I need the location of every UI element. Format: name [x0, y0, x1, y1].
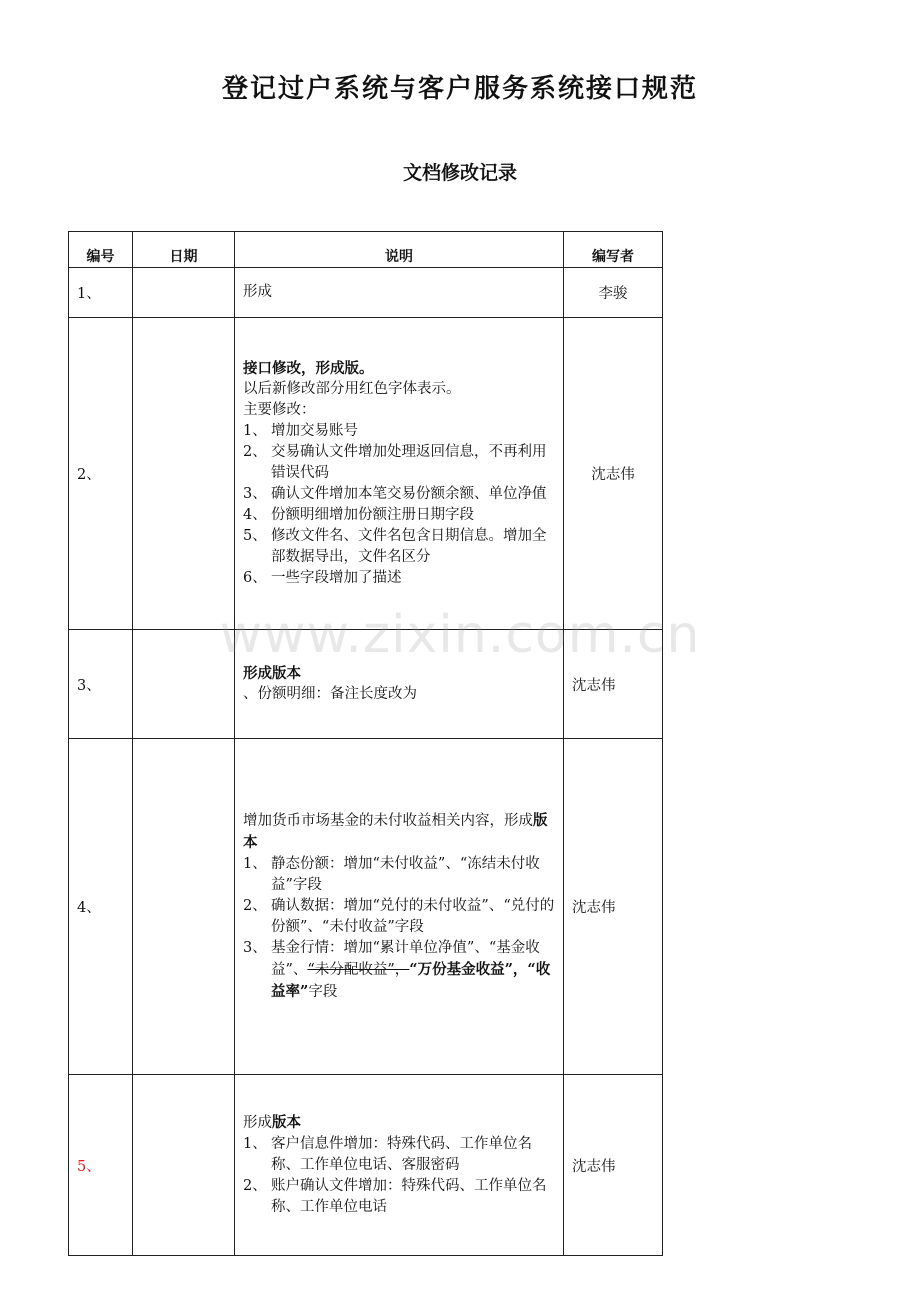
intro-text: 增加货币市场基金的未付收益相关内容，形成 [243, 813, 533, 829]
list-item [243, 1176, 557, 1218]
desc-intro [243, 1112, 557, 1134]
item-text: 增加交易账号 [271, 423, 358, 439]
row-date [133, 318, 235, 630]
item-bold-text: “万份基金收益”，“收益率” [271, 961, 551, 1000]
item-text: 基金行情：增加“累计单位净值”、“基金收益”、 [271, 940, 540, 978]
desc-intro [243, 810, 557, 854]
item-text: 修改文件名、文件名包含日期信息。增加全部数据导出，文件名区分 [271, 528, 547, 565]
item-number: 1、 [243, 1136, 267, 1152]
table-row [69, 739, 663, 1075]
row-description [235, 630, 564, 739]
header-writer: 编写者 [564, 232, 663, 268]
row-writer: 沈志伟 [564, 1075, 663, 1256]
row-no: 2、 [69, 318, 133, 630]
item-number: 5、 [243, 528, 267, 544]
header-no: 编号 [69, 232, 133, 268]
row-no: 3、 [69, 630, 133, 739]
intro-text: 形成 [243, 1115, 272, 1131]
row-description [235, 318, 564, 630]
row-date [133, 630, 235, 739]
row-no: 5、 [69, 1075, 133, 1256]
item-struck-text: “未分配收益”， [307, 962, 410, 978]
list-item [243, 896, 557, 938]
row-writer: 沈志伟 [564, 630, 663, 739]
header-date: 日期 [133, 232, 235, 268]
row-date [133, 1075, 235, 1256]
row-writer: 李骏 [564, 268, 663, 318]
row-date [133, 268, 235, 318]
item-text: 份额明细增加份额注册日期字段 [271, 507, 474, 523]
table-header-row [69, 232, 663, 268]
item-number: 1、 [243, 423, 267, 439]
desc-heading: 形成版本 [243, 665, 301, 682]
list-item [243, 526, 557, 568]
row-description [235, 268, 564, 318]
list-item [243, 442, 557, 484]
item-text: 确认数据：增加“兑付的未付收益”、“兑付的份额”、“未付收益”字段 [271, 898, 555, 935]
intro-version: 版本 [243, 812, 548, 851]
item-number: 1、 [243, 856, 267, 872]
row-writer: 沈志伟 [564, 318, 663, 630]
item-number: 6、 [243, 570, 267, 586]
desc-line: 以后新修改部分用红色字体表示。 [243, 381, 461, 397]
document-title: 登记过户系统与客户服务系统接口规范 [221, 74, 698, 104]
desc-line: 形成 [243, 284, 272, 300]
revision-table [68, 231, 663, 1256]
item-text: 交易确认文件增加处理返回信息，不再利用错误代码 [271, 444, 547, 481]
desc-line: 主要修改： [243, 402, 316, 418]
row-description [235, 1075, 564, 1256]
desc-line: 、份额明细：备注长度改为 [243, 686, 417, 702]
item-text-tail: 字段 [308, 984, 338, 1000]
list-item [243, 421, 557, 442]
table-row [69, 1075, 663, 1256]
table-row [69, 318, 663, 630]
row-description [235, 739, 564, 1075]
intro-version: 版本 [272, 1114, 301, 1131]
item-number: 3、 [243, 486, 267, 502]
row-writer: 沈志伟 [564, 739, 663, 1075]
list-item [243, 1134, 557, 1176]
item-number: 2、 [243, 1178, 267, 1194]
item-text: 静态份额：增加“未付收益”、“冻结未付收益”字段 [271, 856, 540, 893]
list-item [243, 505, 557, 526]
list-item [243, 938, 557, 1003]
item-text: 一些字段增加了描述 [271, 570, 402, 586]
row-no: 4、 [69, 739, 133, 1075]
item-text: 账户确认文件增加：特殊代码、工作单位名称、工作单位电话 [271, 1178, 547, 1215]
list-item [243, 484, 557, 505]
table-row [69, 268, 663, 318]
item-number: 3、 [243, 940, 267, 956]
change-list [243, 1134, 557, 1218]
item-number: 2、 [243, 898, 267, 914]
desc-heading: 接口修改，形成版。 [243, 360, 374, 377]
row-date [133, 739, 235, 1075]
item-text: 确认文件增加本笔交易份额余额、单位净值 [271, 486, 547, 502]
item-number: 4、 [243, 507, 267, 523]
section-title: 文档修改记录 [402, 162, 517, 184]
row-no: 1、 [69, 268, 133, 318]
item-number: 2、 [243, 444, 267, 460]
list-item [243, 568, 557, 589]
list-item [243, 854, 557, 896]
table-row [69, 630, 663, 739]
watermark: www.zixin.com.cn [219, 605, 701, 665]
change-list [243, 421, 557, 589]
item-text: 客户信息件增加：特殊代码、工作单位名称、工作单位电话、客服密码 [271, 1136, 532, 1173]
change-list [243, 854, 557, 1003]
header-description: 说明 [235, 232, 564, 268]
